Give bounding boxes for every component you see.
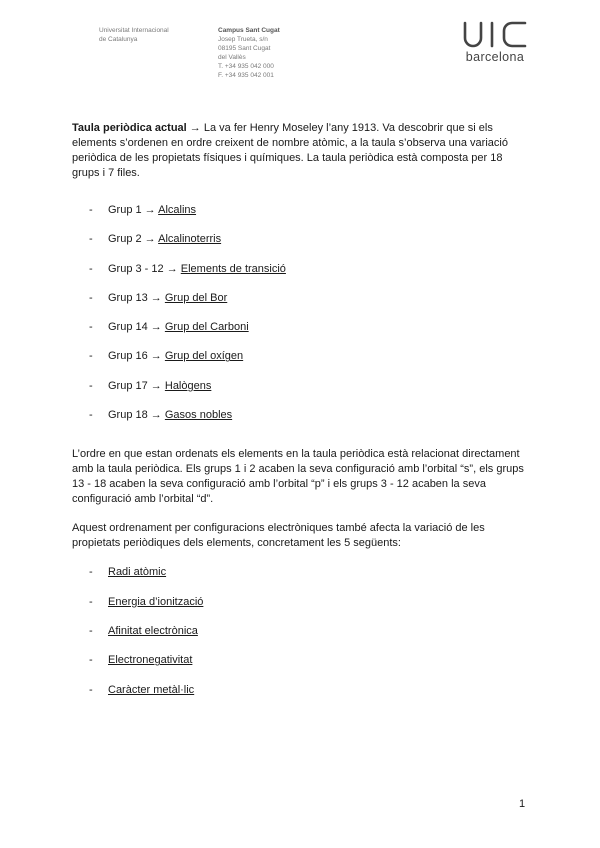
list-item (72, 595, 530, 624)
list-bullet: - (89, 683, 93, 696)
list-item (72, 565, 530, 594)
group-list (72, 203, 530, 437)
intro-text: La va fer Henry Moseley l’any 1913. Va descobrir que si els elements s’ordenen en ordre creixent de nombre atòmic, a la taula s’observa una variació periòdica de les propietats físiques i químiques. La taula periòdica està composta per 18 grups i 7 files. (72, 122, 508, 179)
header-campus-address (218, 26, 328, 80)
property-link[interactable]: Afinitat electrònica (108, 624, 198, 637)
header-institution (99, 26, 199, 44)
property-link[interactable]: Caràcter metàl·lic (108, 683, 195, 696)
list-item (72, 379, 530, 408)
group-label: Grup 3 - 12 → (108, 262, 178, 275)
list-bullet: - (89, 566, 93, 579)
group-label: Grup 14 → (108, 321, 162, 334)
header-address-line: T. +34 935 042 000 (218, 63, 274, 70)
list-bullet: - (89, 233, 93, 246)
list-bullet: - (89, 654, 93, 667)
intro-heading: Taula periòdica actual (72, 122, 187, 134)
group-label: Grup 13 → (108, 291, 162, 304)
header-address-line: Josep Trueta, s/n (218, 36, 268, 43)
list-item (72, 349, 530, 378)
group-link[interactable]: Grup del oxígen (164, 350, 244, 363)
list-bullet: - (89, 379, 93, 392)
list-bullet: - (89, 350, 93, 363)
list-bullet: - (89, 409, 93, 422)
uic-logo (455, 20, 535, 64)
property-link[interactable]: Electronegativitat (108, 654, 193, 667)
group-link[interactable]: Gasos nobles (164, 409, 233, 422)
list-item (72, 291, 530, 320)
property-link[interactable]: Energia d’ionització (108, 595, 204, 608)
group-link[interactable]: Grup del Carboni (164, 321, 249, 334)
list-item (72, 683, 530, 712)
group-label: Grup 18 → (108, 409, 162, 422)
list-item (72, 320, 530, 349)
list-bullet: - (89, 321, 93, 334)
configuration-paragraph: L’ordre en que estan ordenats els elements en la taula periòdica està relacionat directament amb la taula periòdica. Els grups 1 i 2 acaben la seva configuració amb l’orbital “s”, els grups 13 - 18 acaben la seva configuració amb l’orbital “p” i els grups 3 - 12 acaben la seva configuració amb l’orbital “d”. (72, 448, 524, 506)
list-bullet: - (89, 624, 93, 637)
list-bullet: - (89, 291, 93, 304)
list-item (72, 653, 530, 682)
uic-logo-mark (462, 20, 528, 48)
list-item (72, 203, 530, 232)
group-label: Grup 2 → (108, 233, 156, 246)
header-institution-line: de Catalunya (99, 36, 138, 43)
list-item (72, 408, 530, 437)
logo-city-label: barcelona (465, 50, 525, 64)
header-address-line: F. +34 935 042 001 (218, 72, 274, 79)
header-campus-title: Campus Sant Cugat (218, 27, 280, 34)
intro-arrow: → (189, 122, 201, 134)
group-label: Grup 16 → (108, 350, 162, 363)
properties-list (72, 565, 530, 711)
group-link[interactable]: Elements de transició (180, 262, 286, 275)
list-item (72, 232, 530, 261)
list-bullet: - (89, 204, 93, 216)
properties-intro-paragraph: Aquest ordrenament per configuracions electròniques també afecta la variació de les propietats periòdiques dels elements, concretament les 5 següents: (72, 522, 485, 550)
property-link[interactable]: Radi atòmic (108, 566, 167, 579)
header-address-line: 08195 Sant Cugat (218, 45, 271, 52)
document-body (72, 121, 530, 712)
group-link[interactable]: Alcalinoterris (158, 233, 222, 246)
group-link[interactable]: Grup del Bor (164, 291, 228, 304)
header-institution-line: Universitat Internacional (99, 27, 169, 34)
header-address-line: del Vallès (218, 54, 246, 61)
group-link[interactable]: Alcalins (158, 204, 197, 216)
list-bullet: - (89, 595, 93, 608)
list-item (72, 262, 530, 291)
group-link[interactable]: Halògens (164, 379, 212, 392)
page-number: 1 (519, 798, 526, 810)
intro-paragraph (72, 121, 530, 181)
list-item (72, 624, 530, 653)
group-label: Grup 17 → (108, 379, 162, 392)
group-label: Grup 1 → (108, 204, 156, 216)
list-bullet: - (89, 262, 93, 275)
